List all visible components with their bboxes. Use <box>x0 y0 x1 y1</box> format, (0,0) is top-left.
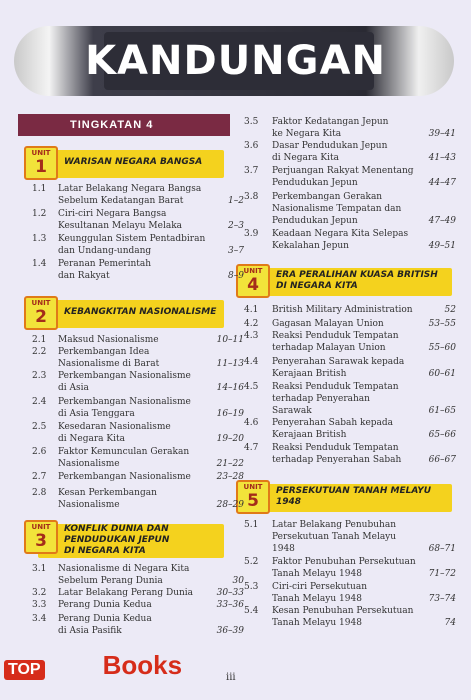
entry-title-line: Perkembangan Nasionalisme <box>58 371 191 381</box>
entry-number: 3.4 <box>32 614 47 624</box>
entry-page-range: 71–72 <box>428 569 456 579</box>
entry-title-line: Pendudukan Jepun <box>272 178 358 188</box>
entry-number: 5.1 <box>244 520 259 530</box>
toc-entry <box>244 318 456 330</box>
entry-title-line: Nasionalisme di Barat <box>58 359 160 369</box>
entry-number: 4.3 <box>244 331 259 341</box>
toc-entry <box>244 165 456 189</box>
unit-3-header <box>24 520 224 558</box>
entry-page-range: 28–29 <box>216 500 244 510</box>
entry-title-line: Kekalahan Jepun <box>272 241 349 251</box>
entry-page-range: 3–7 <box>228 246 244 256</box>
unit-title: PERSEKUTUAN TANAH MELAYU 1948 <box>276 486 432 507</box>
toc-entry <box>32 613 244 637</box>
entry-title-line: Nasionalisme <box>58 500 120 510</box>
entry-title-line: di Asia Tenggara <box>58 409 135 419</box>
unit-badge: UNIT 3 <box>24 520 58 554</box>
entry-title-line: terhadap Malayan Union <box>272 343 386 353</box>
entry-page-range: 68–71 <box>428 544 456 554</box>
entry-page-range: 8–9 <box>228 271 244 281</box>
entry-page-range: 53–55 <box>428 319 456 329</box>
unit-title: KONFLIK DUNIA DAN PENDUDUKAN JEPUN DI NEGARA KITA <box>64 524 170 556</box>
entry-title-line: Gagasan Malayan Union <box>272 319 384 329</box>
unit-5-header <box>236 480 452 514</box>
toc-entry <box>32 587 244 599</box>
entry-page-range: 14–16 <box>216 383 244 393</box>
toc-entry <box>32 258 244 282</box>
entry-title-line: Nasionalisme di Negara Kita <box>58 564 190 574</box>
entry-title-line: Perkembangan Nasionalisme <box>58 472 191 482</box>
toc-entry <box>244 442 456 466</box>
entry-number: 4.2 <box>244 319 259 329</box>
toc-entry <box>32 334 244 346</box>
unit-1-header <box>24 146 224 180</box>
entry-title-line: Kesultanan Melayu Melaka <box>58 221 183 231</box>
entry-page-range: 47–49 <box>428 216 456 226</box>
entry-title-line: Kesan Penubuhan Persekutuan <box>272 606 414 616</box>
entry-title-line: Latar Belakang Perang Dunia <box>58 588 194 598</box>
entry-title-line: Sebelum Perang Dunia <box>58 576 163 586</box>
toc-entry <box>32 183 244 207</box>
toc-entry <box>32 208 244 232</box>
entry-number: 2.5 <box>32 422 47 432</box>
toc-entry <box>244 228 456 252</box>
toc-entry <box>32 370 244 394</box>
entry-title-line: Faktor Kemunculan Gerakan <box>58 447 190 457</box>
entry-number: 4.6 <box>244 418 259 428</box>
unit-badge: UNIT 4 <box>236 264 270 298</box>
entry-title-line: Sarawak <box>272 406 312 416</box>
entry-page-range: 61–65 <box>428 406 456 416</box>
toc-entry <box>32 346 244 370</box>
entry-number: 4.1 <box>244 305 259 315</box>
entry-title-line: Reaksi Penduduk Tempatan <box>272 382 399 392</box>
topbooks-watermark-logo: TOP Books <box>4 650 182 681</box>
entry-title-line: 1948 <box>272 544 295 554</box>
entry-title-line: Reaksi Penduduk Tempatan <box>272 331 399 341</box>
entry-number: 3.3 <box>32 600 47 610</box>
entry-title-line: Sebelum Kedatangan Barat <box>58 196 184 206</box>
entry-title-line: Perkembangan Gerakan <box>272 192 383 202</box>
entry-page-range: 23–28 <box>216 472 244 482</box>
toc-entry <box>244 304 456 316</box>
entry-title-line: Faktor Penubuhan Persekutuan <box>272 557 416 567</box>
entry-title-line: Kerajaan British <box>272 430 347 440</box>
entry-title-line: Kerajaan British <box>272 369 347 379</box>
entry-number: 2.4 <box>32 397 47 407</box>
entry-page-range: 41–43 <box>428 153 456 163</box>
page-title: KANDUNGAN <box>85 38 386 84</box>
page-number: iii <box>226 672 236 683</box>
entry-title-line: Nasionalisme Tempatan dan <box>272 204 402 214</box>
entry-title-line: di Asia <box>58 383 89 393</box>
entry-page-range: 66–67 <box>428 455 456 465</box>
entry-page-range: 21–22 <box>216 459 244 469</box>
toc-entry <box>244 556 456 580</box>
entry-number: 3.7 <box>244 166 259 176</box>
entry-number: 3.8 <box>244 192 259 202</box>
entry-page-range: 39–41 <box>428 129 456 139</box>
entry-title-line: Keadaan Negara Kita Selepas <box>272 229 409 239</box>
entry-title-line: Faktor Kedatangan Jepun <box>272 117 389 127</box>
entry-title-line: Perjuangan Rakyat Menentang <box>272 166 414 176</box>
entry-number: 5.4 <box>244 606 259 616</box>
entry-number: 3.1 <box>32 564 47 574</box>
entry-title-line: Latar Belakang Negara Bangsa <box>58 184 202 194</box>
entry-page-range: 16–19 <box>216 409 244 419</box>
entry-title-line: Perkembangan Idea <box>58 347 150 357</box>
toc-entry <box>32 487 244 511</box>
toc-entry <box>32 471 244 483</box>
entry-number: 4.5 <box>244 382 259 392</box>
entry-title-line: dan Rakyat <box>58 271 110 281</box>
entry-number: 5.2 <box>244 557 259 567</box>
entry-number: 2.1 <box>32 335 47 345</box>
entry-number: 1.4 <box>32 259 47 269</box>
entry-title-line: Reaksi Penduduk Tempatan <box>272 443 399 453</box>
toc-entry <box>244 330 456 354</box>
entry-title-line: Tanah Melayu 1948 <box>272 618 362 628</box>
entry-title-line: Kesedaran Nasionalisme <box>58 422 171 432</box>
entry-title-line: dan Undang-undang <box>58 246 152 256</box>
entry-page-range: 33–36 <box>216 600 244 610</box>
entry-title-line: terhadap Penyerahan <box>272 394 370 404</box>
unit-badge: UNIT 2 <box>24 296 58 330</box>
tingkatan-label: TINGKATAN 4 <box>18 114 230 136</box>
entry-title-line: Penyerahan Sarawak kepada <box>272 357 405 367</box>
unit-title: ERA PERALIHAN KUASA BRITISH DI NEGARA KITA <box>276 270 438 291</box>
entry-number: 2.6 <box>32 447 47 457</box>
entry-title-line: Perang Dunia Kedua <box>58 600 152 610</box>
unit-title: WARISAN NEGARA BANGSA <box>64 157 203 167</box>
entry-number: 3.6 <box>244 141 259 151</box>
toc-entry <box>244 581 456 605</box>
entry-title-line: Tanah Melayu 1948 <box>272 594 362 604</box>
toc-entry <box>32 563 244 587</box>
entry-page-range: 11–13 <box>216 359 244 369</box>
entry-page-range: 49–51 <box>428 241 456 251</box>
entry-number: 1.1 <box>32 184 47 194</box>
entry-title-line: Peranan Pemerintah <box>58 259 152 269</box>
toc-entry <box>32 421 244 445</box>
entry-page-range: 55–60 <box>428 343 456 353</box>
entry-title-line: Pendudukan Jepun <box>272 216 358 226</box>
entry-number: 2.3 <box>32 371 47 381</box>
toc-entry <box>32 599 244 611</box>
entry-page-range: 1–2 <box>228 196 244 206</box>
unit-title: KEBANGKITAN NASIONALISME <box>64 307 217 317</box>
entry-title-line: di Negara Kita <box>272 153 339 163</box>
entry-title-line: Latar Belakang Penubuhan <box>272 520 396 530</box>
toc-entry <box>32 396 244 420</box>
entry-page-range: 30–33 <box>216 588 244 598</box>
entry-number: 3.5 <box>244 117 259 127</box>
toc-entry <box>244 191 456 227</box>
entry-page-range: 73–74 <box>428 594 456 604</box>
toc-entry <box>244 356 456 380</box>
entry-page-range: 19–20 <box>216 434 244 444</box>
entry-title-line: British Military Administration <box>272 305 413 315</box>
entry-title-line: Ciri-ciri Negara Bangsa <box>58 209 167 219</box>
entry-page-range: 36–39 <box>216 626 244 636</box>
entry-number: 1.2 <box>32 209 47 219</box>
entry-title-line: di Negara Kita <box>58 434 125 444</box>
toc-entry <box>244 605 456 629</box>
entry-title-line: Perkembangan Nasionalisme <box>58 397 191 407</box>
entry-number: 2.7 <box>32 472 47 482</box>
entry-page-range: 60–61 <box>428 369 456 379</box>
entry-page-range: 74 <box>444 618 456 628</box>
entry-title-line: Tanah Melayu 1948 <box>272 569 362 579</box>
entry-title-line: Maksud Nasionalisme <box>58 335 159 345</box>
entry-title-line: Persekutuan Tanah Melayu <box>272 532 397 542</box>
unit-badge: UNIT 5 <box>236 480 270 514</box>
entry-title-line: Dasar Pendudukan Jepun <box>272 141 388 151</box>
entry-page-range: 52 <box>444 305 456 315</box>
entry-title-line: di Asia Pasifik <box>58 626 122 636</box>
entry-number: 5.3 <box>244 582 259 592</box>
entry-title-line: ke Negara Kita <box>272 129 342 139</box>
entry-page-range: 10–11 <box>216 335 244 345</box>
toc-entry <box>244 417 456 441</box>
entry-page-range: 44–47 <box>428 178 456 188</box>
unit-4-header <box>236 264 452 298</box>
toc-entry <box>32 446 244 470</box>
toc-entry <box>32 233 244 257</box>
entry-number: 4.7 <box>244 443 259 453</box>
entry-number: 1.3 <box>32 234 47 244</box>
entry-page-range: 65–66 <box>428 430 456 440</box>
toc-entry <box>244 116 456 140</box>
entry-title-line: Ciri-ciri Persekutuan <box>272 582 367 592</box>
entry-title-line: Penyerahan Sabah kepada <box>272 418 394 428</box>
entry-title-line: Kesan Perkembangan <box>58 488 157 498</box>
entry-title-line: Perang Dunia Kedua <box>58 614 152 624</box>
entry-number: 3.9 <box>244 229 259 239</box>
unit-2-header <box>24 296 224 330</box>
toc-entry <box>244 519 456 555</box>
entry-number: 2.2 <box>32 347 47 357</box>
unit-badge: UNIT 1 <box>24 146 58 180</box>
entry-title-line: Nasionalisme <box>58 459 120 469</box>
entry-title-line: terhadap Penyerahan Sabah <box>272 455 402 465</box>
entry-title-line: Keunggulan Sistem Pentadbiran <box>58 234 206 244</box>
entry-number: 4.4 <box>244 357 259 367</box>
entry-number: 3.2 <box>32 588 47 598</box>
entry-number: 2.8 <box>32 488 47 498</box>
entry-page-range: 2–3 <box>228 221 244 231</box>
entry-page-range: 30 <box>232 576 244 586</box>
toc-entry <box>244 140 456 164</box>
toc-entry <box>244 381 456 417</box>
